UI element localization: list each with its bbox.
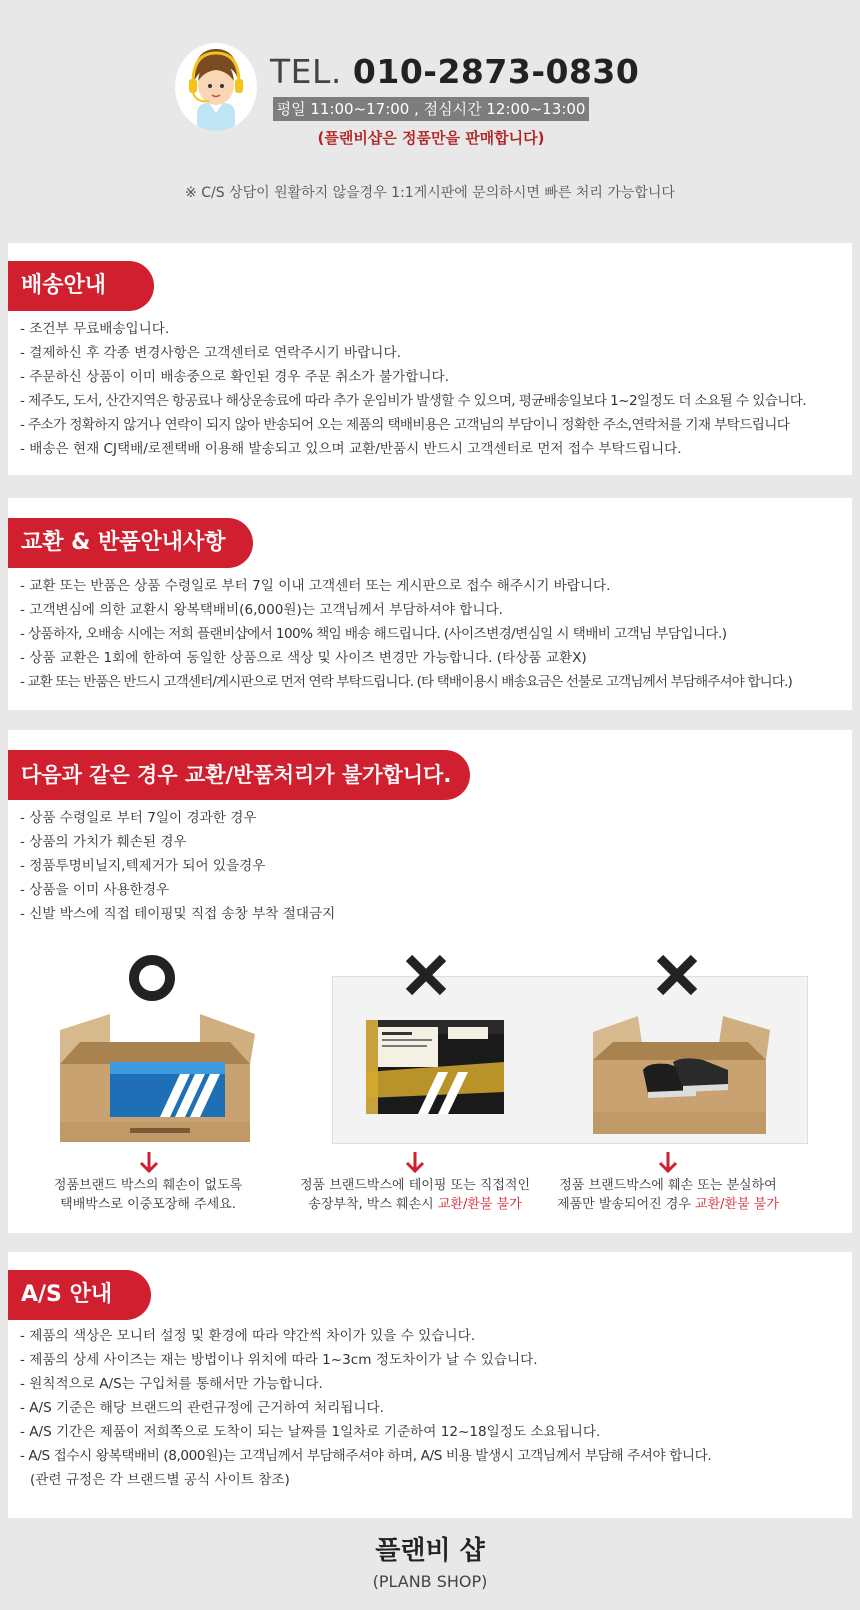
- tel-label: TEL.: [270, 52, 342, 91]
- list-item: - 상품 교환은 1회에 한하여 동일한 상품으로 색상 및 사이즈 변경만 가능합니다. (타상품 교환X): [20, 650, 587, 666]
- arrow-down-icon: [405, 1150, 425, 1174]
- not-allowed-panel: [8, 730, 852, 1233]
- not-allowed-title: 다음과 같은 경우 교환/반품처리가 불가합니다.: [8, 750, 470, 800]
- caption-shoes-only: 정품 브랜드박스에 훼손 또는 분실하여 제품만 발송되어진 경우 교환/환불 불가: [557, 1178, 779, 1212]
- list-item: (관련 규정은 각 브랜드별 공식 사이트 참조): [30, 1472, 290, 1488]
- list-item: - 상품 수령일로 부터 7일이 경과한 경우: [20, 810, 257, 826]
- list-item: - A/S 접수시 왕복택배비 (8,000원)는 고객님께서 부담해주셔야 하며, A/S 비용 발생시 고객님께서 부담해 주셔야 합니다.: [20, 1448, 712, 1464]
- caption-taped: 정품 브랜드박스에 테이핑 또는 직접적인 송장부착, 박스 훼손시 교환/환불 불가: [299, 1178, 530, 1212]
- circle-ok-icon: [126, 952, 178, 1004]
- shipping-list: [20, 317, 806, 461]
- list-item: - 상품을 이미 사용한경우: [20, 882, 170, 898]
- list-item: - 제품의 색상은 모니터 설정 및 환경에 따라 약간씩 차이가 있을 수 있습니다.: [20, 1328, 476, 1344]
- list-item: - 주소가 정확하지 않거나 연락이 되지 않아 반송되어 오는 제품의 택배비용은 고객님의 부담이니 정확한 주소,연락처를 기재 부탁드립니다: [20, 417, 790, 433]
- arrow-down-icon: [658, 1150, 678, 1174]
- good-packaging-image: [50, 1012, 260, 1147]
- list-item: - A/S 기준은 해당 브랜드의 관련규정에 근거하여 처리됩니다.: [20, 1400, 385, 1416]
- list-item: - 상품의 가치가 훼손된 경우: [20, 834, 187, 850]
- as-list: [20, 1324, 711, 1492]
- headset-agent-icon: [175, 43, 257, 131]
- list-item: - 고객변심에 의한 교환시 왕복택배비(6,000원)는 고객님께서 부담하셔야 합니다.: [20, 602, 503, 618]
- list-item: - 제주도, 도서, 산간지역은 항공료나 해상운송료에 따라 추가 운임비가 발생할 수 있으며, 평균배송일보다 1~2일정도 더 소요될 수 있습니다.: [20, 393, 807, 409]
- shop-name: 플랜비 샵: [375, 1536, 485, 1566]
- taped-box-image: [358, 1012, 508, 1122]
- list-item: - 주문하신 상품이 이미 배송중으로 확인된 경우 주문 취소가 불가합니다.: [20, 369, 449, 385]
- list-item: - 배송은 현재 CJ택배/로젠택배 이용해 발송되고 있으며 교환/반품시 반드시 고객센터로 먼저 접수 부탁드립니다.: [20, 441, 682, 457]
- list-item: - 교환 또는 반품은 반드시 고객센터/게시판으로 먼저 연락 부탁드립니다. (타 택배이용시 배송요금은 선불로 고객님께서 부담해주셔야 합니다.): [20, 674, 792, 690]
- phone-number[interactable]: [270, 52, 639, 91]
- list-item: - 원칙적으로 A/S는 구입처를 통해서만 가능합니다.: [20, 1376, 323, 1392]
- genuine-notice: (플랜비샵은 정품만을 판매합니다): [317, 129, 545, 147]
- cs-note: ※ C/S 상담이 원활하지 않을경우 1:1게시판에 문의하시면 빠른 처리 가능합니다: [185, 185, 675, 201]
- arrow-down-icon: [139, 1150, 159, 1174]
- list-item: - 결제하신 후 각종 변경사항은 고객센터로 연락주시기 바랍니다.: [20, 345, 401, 361]
- list-item: - 상품하자, 오배송 시에는 저희 플랜비샵에서 100% 책임 배송 해드립니다. (사이즈변경/변심일 시 택배비 고객님 부담입니다.): [20, 626, 727, 642]
- shipping-title: 배송안내: [8, 261, 154, 311]
- tel-number: 010-2873-0830: [352, 52, 640, 91]
- list-item: - 신발 박스에 직접 테이핑및 직접 송창 부착 절대금지: [20, 906, 336, 922]
- as-panel: [8, 1252, 852, 1518]
- caption-ok: 정품브랜드 박스의 훼손이 없도록 택배박스로 이중포장해 주세요.: [53, 1178, 243, 1212]
- exchange-title: 교환 & 반품안내사항: [8, 518, 253, 568]
- list-item: - A/S 기간은 제품이 저희쪽으로 도착이 되는 날짜를 1일차로 기준하여 12~18일정도 소요됩니다.: [20, 1424, 601, 1440]
- shoes-only-box-image: [588, 1012, 773, 1137]
- shop-name-en: (PLANB SHOP): [372, 1572, 488, 1591]
- shipping-panel: [8, 243, 852, 475]
- list-item: - 제품의 상세 사이즈는 재는 방법이나 위치에 따라 1~3cm 정도차이가 날 수 있습니다.: [20, 1352, 538, 1368]
- exchange-panel: [8, 498, 852, 710]
- list-item: - 교환 또는 반품은 상품 수령일로 부터 7일 이내 고객센터 또는 게시판으로 접수 해주시기 바랍니다.: [20, 578, 611, 594]
- not-allowed-list: [20, 806, 335, 926]
- business-hours: 평일 11:00~17:00 , 점심시간 12:00~13:00: [273, 97, 589, 121]
- list-item: - 조건부 무료배송입니다.: [20, 321, 170, 337]
- cross-no-icon: [654, 952, 700, 998]
- list-item: - 정품투명비닐지,텍제거가 되어 있을경우: [20, 858, 266, 874]
- cross-no-icon: [403, 952, 449, 998]
- exchange-list: [20, 574, 792, 694]
- as-title: A/S 안내: [8, 1270, 151, 1320]
